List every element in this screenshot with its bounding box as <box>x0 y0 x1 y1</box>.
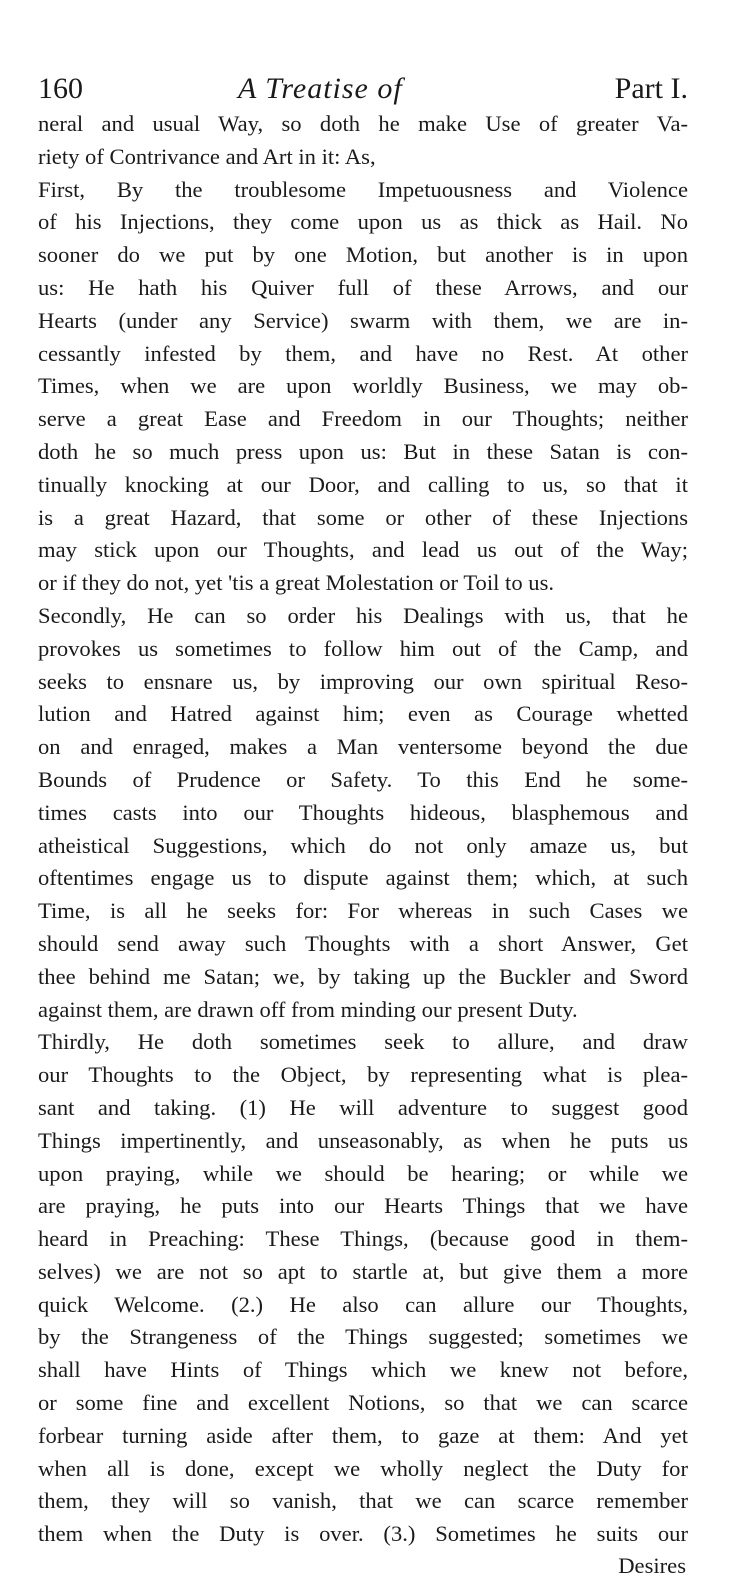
body-text <box>38 108 688 1551</box>
text-line: Secondly, He can so order his Dealings with us, that he <box>38 602 688 628</box>
text-line: selves) we are not so apt to startle at, but give them a more <box>38 1258 688 1284</box>
text-line: Thirdly, He doth sometimes seek to allure, and draw <box>38 1029 688 1055</box>
text-line: of his Injections, they come upon us as thick as Hail. No <box>38 209 688 235</box>
text-line: against them, are drawn off from minding our present Duty. <box>38 996 578 1022</box>
text-line: quick Welcome. (2.) He also can allure our Thoughts, <box>38 1291 688 1317</box>
text-line: tinually knocking at our Door, and calling to us, so that it <box>38 471 688 497</box>
text-line: doth he so much press upon us: But in these Satan is con- <box>38 438 688 464</box>
text-line: Hearts (under any Service) swarm with them, we are in- <box>38 307 688 333</box>
text-line: may stick upon our Thoughts, and lead us out of the Way; <box>38 537 688 563</box>
text-line: seeks to ensnare us, by improving our own spiritual Reso- <box>38 668 688 694</box>
text-line: or if they do not, yet 'tis a great Molestation or Toil to us. <box>38 570 555 596</box>
part-label: Part I. <box>614 72 688 105</box>
text-line: times casts into our Thoughts hideous, blasphemous and <box>38 799 688 825</box>
book-page <box>38 70 688 1579</box>
text-line: lution and Hatred against him; even as Courage whetted <box>38 701 688 727</box>
text-line: Time, is all he seeks for: For whereas in such Cases we <box>38 898 688 924</box>
text-line: oftentimes engage us to dispute against them; which, at such <box>38 865 688 891</box>
text-line: shall have Hints of Things which we knew not before, <box>38 1357 688 1383</box>
text-line: sant and taking. (1) He will adventure to suggest good <box>38 1094 688 1120</box>
text-line: Times, when we are upon worldly Business, we may ob- <box>38 373 688 399</box>
text-line: Bounds of Prudence or Safety. To this End he some- <box>38 766 688 792</box>
text-line: Things impertinently, and unseasonably, as when he puts us <box>38 1127 688 1153</box>
catchword: Desires <box>618 1553 686 1579</box>
text-line: atheistical Suggestions, which do not only amaze us, but <box>38 832 688 858</box>
text-line: riety of Contrivance and Art in it: As, <box>38 143 376 169</box>
running-title: A Treatise of <box>238 72 403 105</box>
text-line: are praying, he puts into our Hearts Things that we have <box>38 1193 688 1219</box>
page-number: 160 <box>38 72 83 105</box>
text-line: thee behind me Satan; we, by taking up the Buckler and Sword <box>38 963 688 989</box>
text-line: by the Strangeness of the Things suggested; sometimes we <box>38 1324 688 1350</box>
text-line: upon praying, while we should be hearing; or while we <box>38 1160 688 1186</box>
text-line: cessantly infested by them, and have no Rest. At other <box>38 340 688 366</box>
text-line: them, they will so vanish, that we can scarce remember <box>38 1488 688 1514</box>
text-line: our Thoughts to the Object, by representing what is plea- <box>38 1062 688 1088</box>
text-line: serve a great Ease and Freedom in our Thoughts; neither <box>38 406 688 432</box>
text-line: neral and usual Way, so doth he make Use of greater Va- <box>38 111 688 136</box>
text-line: them when the Duty is over. (3.) Sometimes he suits our <box>38 1521 688 1547</box>
text-line: should send away such Thoughts with a short Answer, Get <box>38 930 688 956</box>
text-line: on and enraged, makes a Man ventersome beyond the due <box>38 734 688 760</box>
text-line: First, By the troublesome Impetuousness and Violence <box>38 176 688 202</box>
running-header <box>38 70 688 108</box>
text-line: heard in Preaching: These Things, (because good in them- <box>38 1226 688 1252</box>
text-line: or some fine and excellent Notions, so that we can scarce <box>38 1390 688 1416</box>
text-line: forbear turning aside after them, to gaze at them: And yet <box>38 1422 688 1448</box>
text-line: is a great Hazard, that some or other of these Injections <box>38 504 688 530</box>
text-line: us: He hath his Quiver full of these Arrows, and our <box>38 274 688 300</box>
text-line: sooner do we put by one Motion, but another is in upon <box>38 242 688 268</box>
text-line: provokes us sometimes to follow him out of the Camp, and <box>38 635 688 661</box>
text-line: when all is done, except we wholly neglect the Duty for <box>38 1455 688 1481</box>
